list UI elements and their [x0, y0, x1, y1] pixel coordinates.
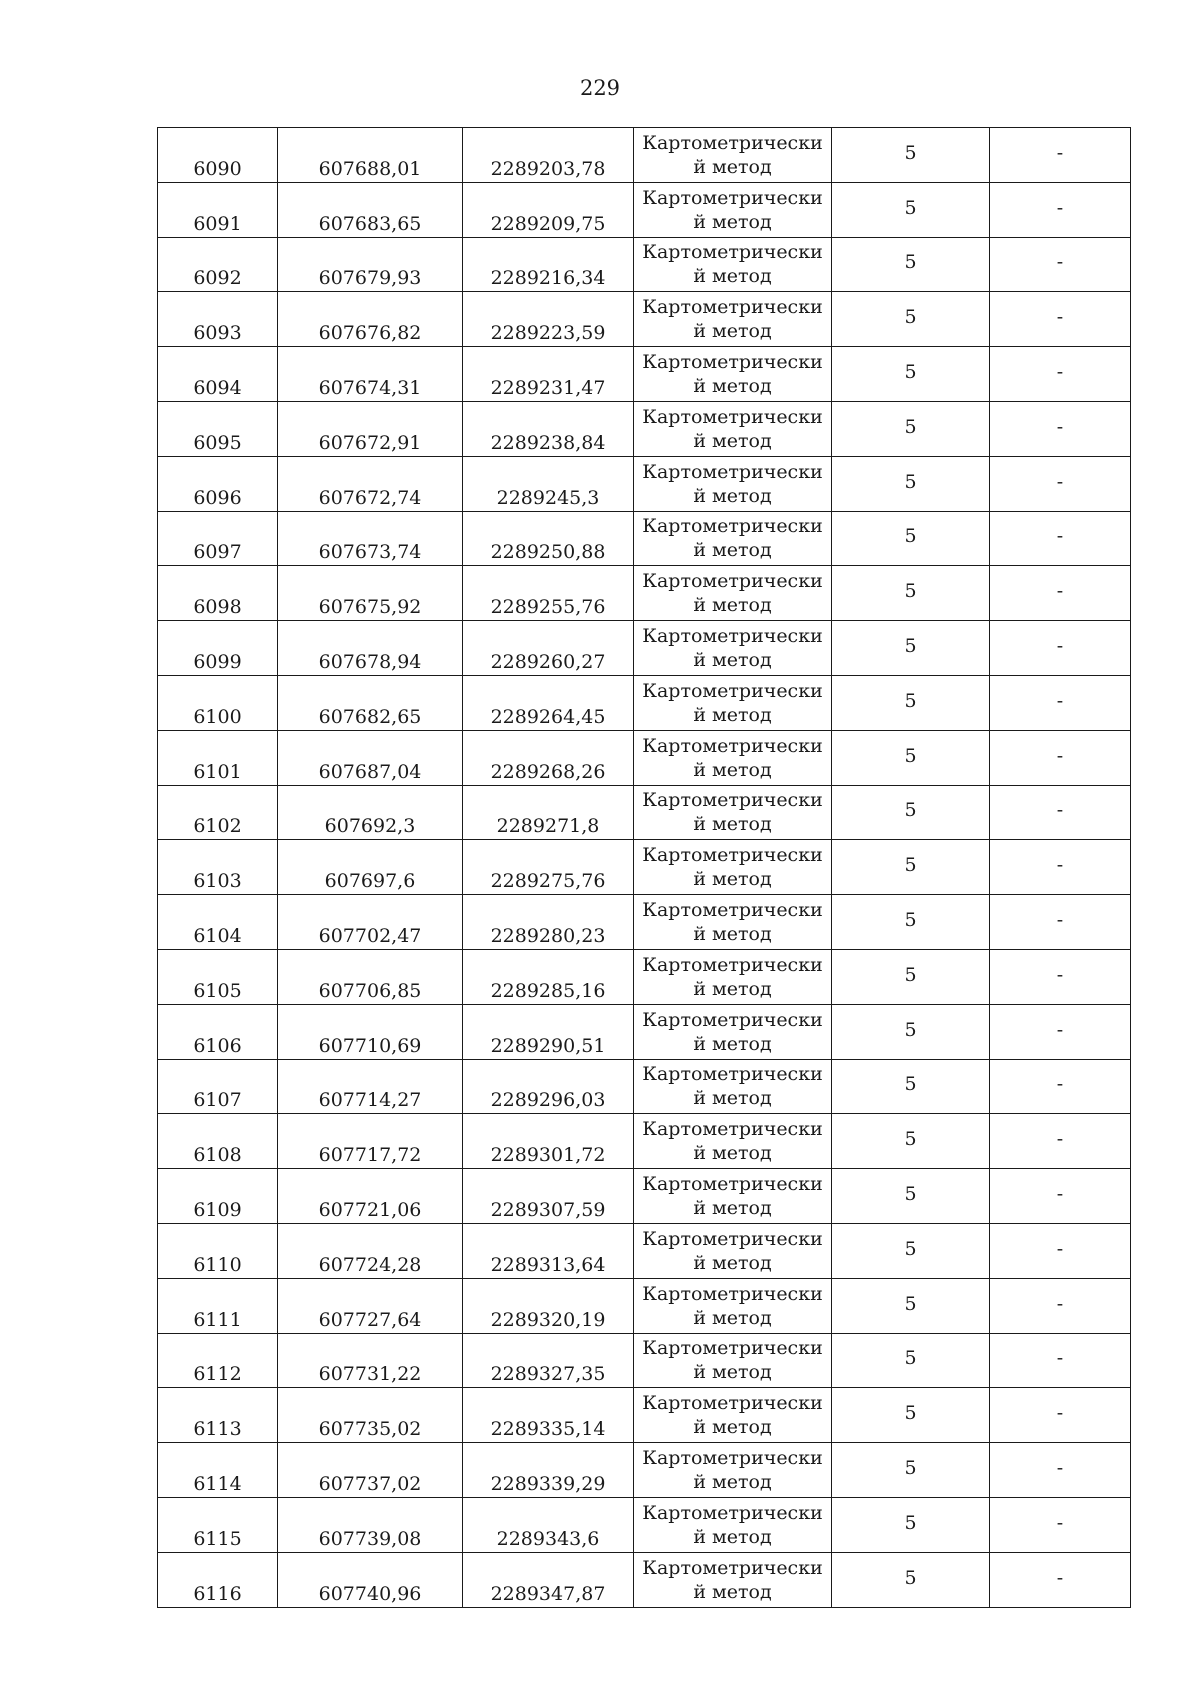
method-cell	[634, 1004, 832, 1059]
y-coordinate-cell: 2289347,87	[463, 1552, 634, 1607]
note-cell: -	[990, 347, 1131, 402]
point-number-cell: 6091	[158, 182, 278, 237]
y-coordinate-cell: 2289307,59	[463, 1169, 634, 1224]
table-row	[158, 949, 1131, 1004]
point-number-cell: 6113	[158, 1388, 278, 1443]
method-text-line1: Картометрически	[642, 515, 823, 538]
accuracy-cell: 5	[832, 1114, 990, 1169]
x-coordinate-cell: 607702,47	[278, 895, 463, 950]
method-text-line1: Картометрически	[642, 1282, 823, 1305]
x-coordinate-cell: 607678,94	[278, 621, 463, 676]
note-cell: -	[990, 1004, 1131, 1059]
note-cell: -	[990, 1114, 1131, 1169]
method-text-line2: й метод	[693, 649, 772, 672]
method-cell	[634, 949, 832, 1004]
table-row	[158, 566, 1131, 621]
x-coordinate-cell: 607724,28	[278, 1223, 463, 1278]
x-coordinate-cell: 607688,01	[278, 128, 463, 183]
method-text-line1: Картометрически	[642, 844, 823, 867]
method-text-line1: Картометрически	[642, 351, 823, 374]
table-row	[158, 182, 1131, 237]
method-cell	[634, 456, 832, 511]
note-cell: -	[990, 401, 1131, 456]
x-coordinate-cell: 607737,02	[278, 1443, 463, 1498]
accuracy-cell: 5	[832, 401, 990, 456]
note-cell: -	[990, 1443, 1131, 1498]
note-cell: -	[990, 895, 1131, 950]
method-text-line2: й метод	[693, 320, 772, 343]
coordinates-table	[157, 127, 1131, 1608]
method-cell	[634, 128, 832, 183]
y-coordinate-cell: 2289245,3	[463, 456, 634, 511]
method-text-line1: Картометрически	[642, 1392, 823, 1415]
table-row	[158, 1443, 1131, 1498]
note-cell: -	[990, 566, 1131, 621]
x-coordinate-cell: 607721,06	[278, 1169, 463, 1224]
x-coordinate-cell: 607673,74	[278, 511, 463, 566]
table-row	[158, 1388, 1131, 1443]
table-row	[158, 1114, 1131, 1169]
method-text-line2: й метод	[693, 1032, 772, 1055]
method-cell	[634, 1114, 832, 1169]
point-number-cell: 6100	[158, 675, 278, 730]
note-cell: -	[990, 511, 1131, 566]
method-text-line2: й метод	[693, 1361, 772, 1384]
method-text-line1: Картометрически	[642, 1501, 823, 1524]
table-row	[158, 785, 1131, 840]
x-coordinate-cell: 607682,65	[278, 675, 463, 730]
point-number-cell: 6098	[158, 566, 278, 621]
method-text-line1: Картометрически	[642, 1118, 823, 1141]
accuracy-cell: 5	[832, 1552, 990, 1607]
method-text-line1: Картометрически	[642, 241, 823, 264]
x-coordinate-cell: 607697,6	[278, 840, 463, 895]
table-row	[158, 1004, 1131, 1059]
y-coordinate-cell: 2289255,76	[463, 566, 634, 621]
point-number-cell: 6101	[158, 730, 278, 785]
method-cell	[634, 347, 832, 402]
accuracy-cell: 5	[832, 785, 990, 840]
accuracy-cell: 5	[832, 949, 990, 1004]
x-coordinate-cell: 607710,69	[278, 1004, 463, 1059]
x-coordinate-cell: 607674,31	[278, 347, 463, 402]
note-cell: -	[990, 730, 1131, 785]
x-coordinate-cell: 607679,93	[278, 237, 463, 292]
method-text-line1: Картометрически	[642, 734, 823, 757]
point-number-cell: 6097	[158, 511, 278, 566]
method-text-line2: й метод	[693, 703, 772, 726]
table-row	[158, 128, 1131, 183]
note-cell: -	[990, 456, 1131, 511]
method-cell	[634, 621, 832, 676]
x-coordinate-cell: 607731,22	[278, 1333, 463, 1388]
point-number-cell: 6108	[158, 1114, 278, 1169]
accuracy-cell: 5	[832, 292, 990, 347]
point-number-cell: 6102	[158, 785, 278, 840]
table-row	[158, 675, 1131, 730]
note-cell: -	[990, 1278, 1131, 1333]
table-row	[158, 1059, 1131, 1114]
method-text-line1: Картометрически	[642, 460, 823, 483]
table-row	[158, 1278, 1131, 1333]
method-text-line2: й метод	[693, 1251, 772, 1274]
point-number-cell: 6105	[158, 949, 278, 1004]
y-coordinate-cell: 2289264,45	[463, 675, 634, 730]
method-cell	[634, 1059, 832, 1114]
note-cell: -	[990, 675, 1131, 730]
note-cell: -	[990, 621, 1131, 676]
accuracy-cell: 5	[832, 347, 990, 402]
table-row	[158, 511, 1131, 566]
coordinates-table-body	[158, 128, 1131, 1608]
method-text-line1: Картометрически	[642, 296, 823, 319]
x-coordinate-cell: 607727,64	[278, 1278, 463, 1333]
point-number-cell: 6099	[158, 621, 278, 676]
method-text-line1: Картометрически	[642, 1173, 823, 1196]
y-coordinate-cell: 2289260,27	[463, 621, 634, 676]
method-cell	[634, 1333, 832, 1388]
x-coordinate-cell: 607672,91	[278, 401, 463, 456]
note-cell: -	[990, 182, 1131, 237]
x-coordinate-cell: 607714,27	[278, 1059, 463, 1114]
method-text-line1: Картометрически	[642, 899, 823, 922]
method-text-line2: й метод	[693, 1142, 772, 1165]
y-coordinate-cell: 2289275,76	[463, 840, 634, 895]
accuracy-cell: 5	[832, 1059, 990, 1114]
method-cell	[634, 895, 832, 950]
method-cell	[634, 566, 832, 621]
table-row	[158, 237, 1131, 292]
accuracy-cell: 5	[832, 895, 990, 950]
method-text-line1: Картометрически	[642, 186, 823, 209]
y-coordinate-cell: 2289343,6	[463, 1497, 634, 1552]
note-cell: -	[990, 949, 1131, 1004]
y-coordinate-cell: 2289231,47	[463, 347, 634, 402]
point-number-cell: 6110	[158, 1223, 278, 1278]
method-cell	[634, 511, 832, 566]
y-coordinate-cell: 2289285,16	[463, 949, 634, 1004]
method-text-line1: Картометрически	[642, 131, 823, 154]
note-cell: -	[990, 1333, 1131, 1388]
note-cell: -	[990, 1388, 1131, 1443]
point-number-cell: 6111	[158, 1278, 278, 1333]
point-number-cell: 6094	[158, 347, 278, 402]
y-coordinate-cell: 2289271,8	[463, 785, 634, 840]
method-text-line2: й метод	[693, 375, 772, 398]
method-text-line2: й метод	[693, 1087, 772, 1110]
method-text-line2: й метод	[693, 1525, 772, 1548]
y-coordinate-cell: 2289280,23	[463, 895, 634, 950]
method-text-line2: й метод	[693, 265, 772, 288]
accuracy-cell: 5	[832, 1443, 990, 1498]
accuracy-cell: 5	[832, 675, 990, 730]
x-coordinate-cell: 607676,82	[278, 292, 463, 347]
table-row	[158, 895, 1131, 950]
table-row	[158, 1333, 1131, 1388]
method-text-line2: й метод	[693, 484, 772, 507]
method-text-line1: Картометрически	[642, 1556, 823, 1579]
y-coordinate-cell: 2289238,84	[463, 401, 634, 456]
y-coordinate-cell: 2289209,75	[463, 182, 634, 237]
note-cell: -	[990, 1497, 1131, 1552]
note-cell: -	[990, 1059, 1131, 1114]
note-cell: -	[990, 785, 1131, 840]
method-cell	[634, 840, 832, 895]
x-coordinate-cell: 607706,85	[278, 949, 463, 1004]
method-text-line1: Картометрически	[642, 405, 823, 428]
accuracy-cell: 5	[832, 1278, 990, 1333]
table-row	[158, 730, 1131, 785]
accuracy-cell: 5	[832, 182, 990, 237]
method-text-line1: Картометрически	[642, 1063, 823, 1086]
method-text-line2: й метод	[693, 1471, 772, 1494]
method-text-line2: й метод	[693, 1306, 772, 1329]
accuracy-cell: 5	[832, 730, 990, 785]
method-text-line2: й метод	[693, 1416, 772, 1439]
x-coordinate-cell: 607717,72	[278, 1114, 463, 1169]
y-coordinate-cell: 2289301,72	[463, 1114, 634, 1169]
method-text-line2: й метод	[693, 923, 772, 946]
point-number-cell: 6116	[158, 1552, 278, 1607]
accuracy-cell: 5	[832, 456, 990, 511]
method-text-line2: й метод	[693, 1580, 772, 1603]
table-row	[158, 840, 1131, 895]
method-text-line1: Картометрически	[642, 1008, 823, 1031]
y-coordinate-cell: 2289313,64	[463, 1223, 634, 1278]
method-text-line1: Картометрически	[642, 789, 823, 812]
method-cell	[634, 785, 832, 840]
method-text-line2: й метод	[693, 813, 772, 836]
point-number-cell: 6092	[158, 237, 278, 292]
x-coordinate-cell: 607672,74	[278, 456, 463, 511]
note-cell: -	[990, 128, 1131, 183]
method-text-line2: й метод	[693, 594, 772, 617]
method-cell	[634, 1169, 832, 1224]
point-number-cell: 6106	[158, 1004, 278, 1059]
accuracy-cell: 5	[832, 840, 990, 895]
x-coordinate-cell: 607735,02	[278, 1388, 463, 1443]
table-row	[158, 621, 1131, 676]
method-text-line2: й метод	[693, 1197, 772, 1220]
table-row	[158, 401, 1131, 456]
y-coordinate-cell: 2289290,51	[463, 1004, 634, 1059]
method-text-line2: й метод	[693, 868, 772, 891]
note-cell: -	[990, 1169, 1131, 1224]
method-text-line1: Картометрически	[642, 625, 823, 648]
method-text-line1: Картометрически	[642, 570, 823, 593]
x-coordinate-cell: 607675,92	[278, 566, 463, 621]
table-row	[158, 1169, 1131, 1224]
x-coordinate-cell: 607740,96	[278, 1552, 463, 1607]
x-coordinate-cell: 607739,08	[278, 1497, 463, 1552]
page-number: 229	[579, 76, 621, 100]
y-coordinate-cell: 2289203,78	[463, 128, 634, 183]
point-number-cell: 6114	[158, 1443, 278, 1498]
accuracy-cell: 5	[832, 1388, 990, 1443]
y-coordinate-cell: 2289268,26	[463, 730, 634, 785]
y-coordinate-cell: 2289320,19	[463, 1278, 634, 1333]
table-row	[158, 1552, 1131, 1607]
note-cell: -	[990, 1223, 1131, 1278]
method-cell	[634, 1497, 832, 1552]
y-coordinate-cell: 2289339,29	[463, 1443, 634, 1498]
note-cell: -	[990, 237, 1131, 292]
note-cell: -	[990, 1552, 1131, 1607]
point-number-cell: 6109	[158, 1169, 278, 1224]
y-coordinate-cell: 2289223,59	[463, 292, 634, 347]
method-text-line2: й метод	[693, 977, 772, 1000]
note-cell: -	[990, 840, 1131, 895]
method-text-line2: й метод	[693, 155, 772, 178]
y-coordinate-cell: 2289327,35	[463, 1333, 634, 1388]
x-coordinate-cell: 607683,65	[278, 182, 463, 237]
table-row	[158, 1497, 1131, 1552]
method-text-line1: Картометрически	[642, 1227, 823, 1250]
accuracy-cell: 5	[832, 566, 990, 621]
method-text-line1: Картометрически	[642, 953, 823, 976]
accuracy-cell: 5	[832, 128, 990, 183]
method-text-line1: Картометрически	[642, 1337, 823, 1360]
x-coordinate-cell: 607692,3	[278, 785, 463, 840]
point-number-cell: 6107	[158, 1059, 278, 1114]
method-text-line2: й метод	[693, 539, 772, 562]
method-text-line2: й метод	[693, 429, 772, 452]
note-cell: -	[990, 292, 1131, 347]
method-cell	[634, 675, 832, 730]
method-cell	[634, 1388, 832, 1443]
method-text-line1: Картометрически	[642, 1447, 823, 1470]
point-number-cell: 6095	[158, 401, 278, 456]
method-cell	[634, 292, 832, 347]
method-cell	[634, 1278, 832, 1333]
y-coordinate-cell: 2289296,03	[463, 1059, 634, 1114]
method-cell	[634, 1223, 832, 1278]
point-number-cell: 6093	[158, 292, 278, 347]
accuracy-cell: 5	[832, 1333, 990, 1388]
accuracy-cell: 5	[832, 1223, 990, 1278]
point-number-cell: 6096	[158, 456, 278, 511]
method-text-line2: й метод	[693, 210, 772, 233]
y-coordinate-cell: 2289216,34	[463, 237, 634, 292]
method-cell	[634, 1552, 832, 1607]
table-row	[158, 1223, 1131, 1278]
accuracy-cell: 5	[832, 1004, 990, 1059]
point-number-cell: 6104	[158, 895, 278, 950]
accuracy-cell: 5	[832, 237, 990, 292]
y-coordinate-cell: 2289335,14	[463, 1388, 634, 1443]
table-row	[158, 347, 1131, 402]
method-cell	[634, 182, 832, 237]
x-coordinate-cell: 607687,04	[278, 730, 463, 785]
point-number-cell: 6115	[158, 1497, 278, 1552]
method-cell	[634, 1443, 832, 1498]
point-number-cell: 6112	[158, 1333, 278, 1388]
accuracy-cell: 5	[832, 511, 990, 566]
point-number-cell: 6090	[158, 128, 278, 183]
y-coordinate-cell: 2289250,88	[463, 511, 634, 566]
accuracy-cell: 5	[832, 621, 990, 676]
accuracy-cell: 5	[832, 1169, 990, 1224]
method-cell	[634, 730, 832, 785]
table-row	[158, 456, 1131, 511]
accuracy-cell: 5	[832, 1497, 990, 1552]
method-cell	[634, 237, 832, 292]
method-cell	[634, 401, 832, 456]
table-row	[158, 292, 1131, 347]
method-text-line2: й метод	[693, 758, 772, 781]
method-text-line1: Картометрически	[642, 679, 823, 702]
point-number-cell: 6103	[158, 840, 278, 895]
